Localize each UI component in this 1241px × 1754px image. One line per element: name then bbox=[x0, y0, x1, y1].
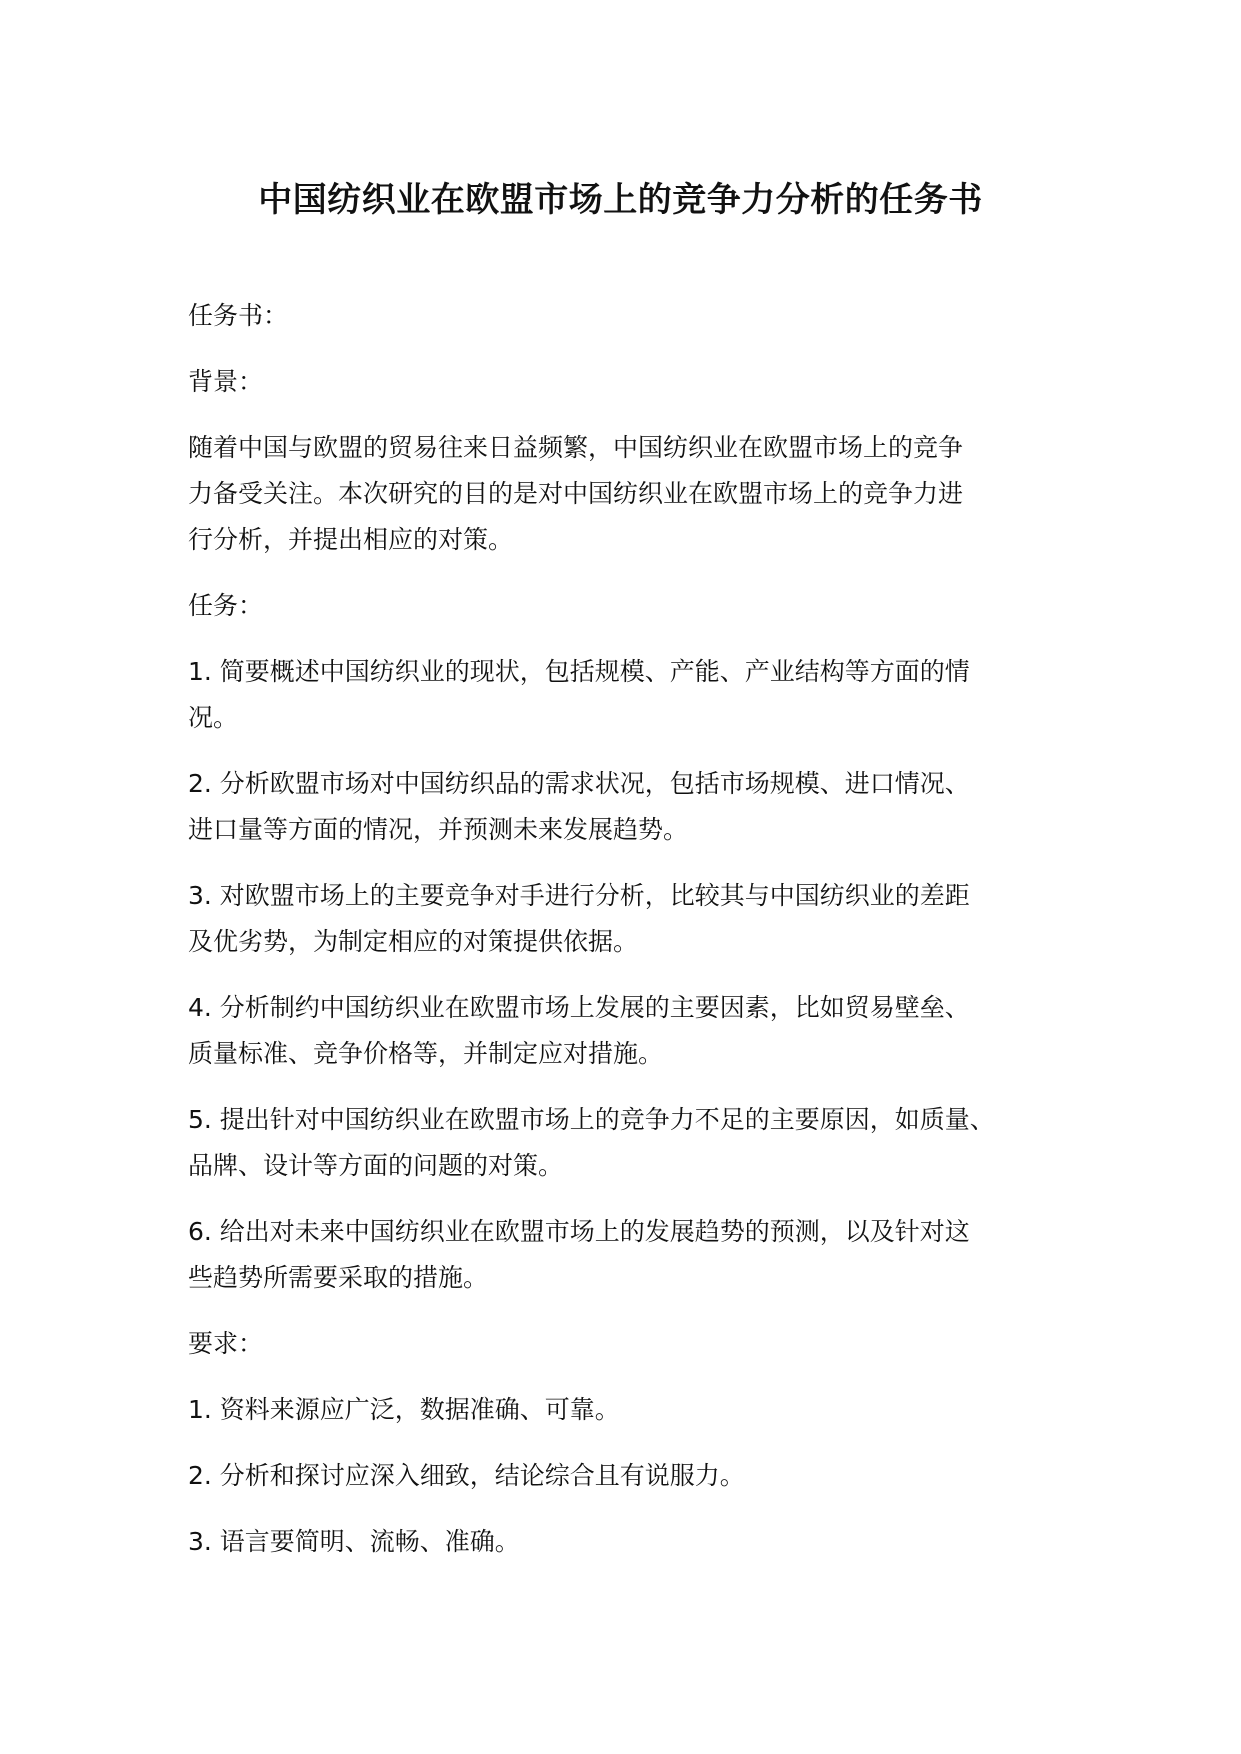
document-title: 中国纺织业在欧盟市场上的竞争力分析的任务书 bbox=[258, 180, 983, 220]
task-item-3: 3. 对欧盟市场上的主要竞争对手进行分析，比较其与中国纺织业的差距 及优劣势，为制定相应的对策提供依据。 bbox=[188, 881, 970, 956]
background-label: 背景： bbox=[188, 367, 264, 396]
tasks-label: 任务： bbox=[188, 591, 264, 620]
requirement-item-2: 2. 分析和探讨应深入细致，结论综合且有说服力。 bbox=[188, 1461, 745, 1490]
task-item-5: 5. 提出针对中国纺织业在欧盟市场上的竞争力不足的主要原因，如质量、 品牌、设计等方面的问题的对策。 bbox=[188, 1105, 995, 1180]
task-item-6: 6. 给出对未来中国纺织业在欧盟市场上的发展趋势的预测，以及针对这 些趋势所需要采取的措施。 bbox=[188, 1217, 970, 1292]
task-item-2: 2. 分析欧盟市场对中国纺织品的需求状况，包括市场规模、进口情况、 进口量等方面的情况，并预测未来发展趋势。 bbox=[188, 769, 970, 844]
task-item-4: 4. 分析制约中国纺织业在欧盟市场上发展的主要因素，比如贸易壁垒、 质量标准、竞争价格等，并制定应对措施。 bbox=[188, 993, 970, 1068]
requirement-item-1: 1. 资料来源应广泛，数据准确、可靠。 bbox=[188, 1395, 620, 1424]
requirements-label: 要求： bbox=[188, 1329, 264, 1358]
taskbook-label: 任务书： bbox=[188, 301, 289, 330]
task-item-1: 1. 简要概述中国纺织业的现状，包括规模、产能、产业结构等方面的情 况。 bbox=[188, 657, 970, 732]
requirement-item-3: 3. 语言要简明、流畅、准确。 bbox=[188, 1527, 520, 1556]
background-paragraph: 随着中国与欧盟的贸易往来日益频繁，中国纺织业在欧盟市场上的竞争 力备受关注。本次研究的目的是对中国纺织业在欧盟市场上的竞争力进 行分析，并提出相应的对策。 bbox=[188, 433, 964, 554]
document-body bbox=[188, 293, 1068, 1565]
